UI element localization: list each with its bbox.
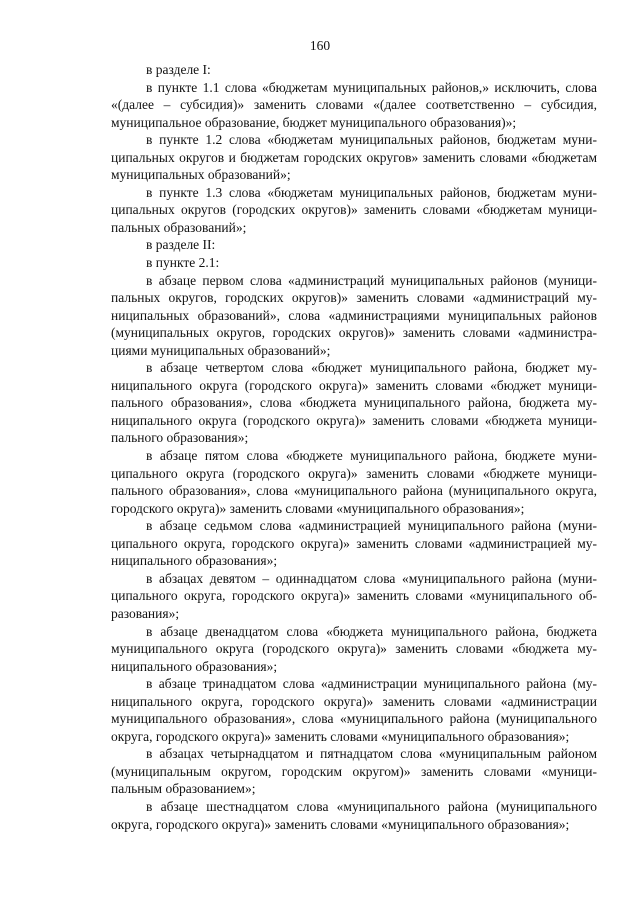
document-body [111,61,597,833]
paragraph-abzac-4: в абзаце четвертом слова «бюджет муниципального района, бюджет муниципального округа (городского округа)» заменить словами «бюджет муниципального образования», слова «бюджета муниципального района, бюджета муниципального округа (городского округа)» заменить словами «бюджета муниципального образования»; [111,360,597,446]
paragraph-abzac-14-15: в абзацах четырнадцатом и пятнадцатом слова «муниципальным районом (муниципальным округом, городским округом)» заменить словами «муниципальным образованием»; [111,746,597,797]
paragraph-section-2-heading: в разделе II: [146,237,216,253]
paragraph-abzac-1: в абзаце первом слова «администраций муниципальных районов (муниципальных округов, городских округов)» заменить словами «администраций муниципальных образований», слова «администрациями муниципальных районов (муниципальных округов, городских округов)» заменить словами «администрациями муниципальных образований»; [111,272,597,358]
paragraph-item-1-3: в пункте 1.3 слова «бюджетам муниципальных районов, бюджетам муниципальных округов (городских округов)» заменить словами «бюджетам муниципальных образований»; [111,184,597,235]
paragraph-item-2-1-heading: в пункте 2.1: [146,255,220,271]
paragraph-abzac-12: в абзаце двенадцатом слова «бюджета муниципального района, бюджета муниципального округа (городского округа)» заменить словами «бюджета муниципального образования»; [111,623,597,674]
paragraph-abzac-7: в абзаце седьмом слова «администрацией муниципального района (муниципального округа, городского округа)» заменить словами «администрацией муниципального образования»; [111,518,597,569]
paragraph-abzac-13: в абзаце тринадцатом слова «администрации муниципального района (муниципального округа, городского округа)» заменить словами «администрации муниципального образования», слова «муниципального района (муниципального округа, городского округа)» заменить словами «муниципального образования»; [111,676,597,744]
paragraph-abzac-16: в абзаце шестнадцатом слова «муниципального района (муниципального округа, городского округа)» заменить словами «муниципального образования»; [111,798,597,832]
paragraph-section-1-heading: в разделе I: [146,62,211,77]
paragraph-abzac-9-11: в абзацах девятом – одиннадцатом слова «муниципального района (муниципального округа, городского округа)» заменить словами «муниципального образования»; [111,570,597,621]
page-number: 160 [309,38,331,53]
paragraph-item-1-1: в пункте 1.1 слова «бюджетам муниципальных районов,» исключить, слова «(далее – субсидия)» заменить словами «(далее соответственно – субсидия, муниципальное образование, бюджет муниципального образования)»; [111,79,597,130]
paragraph-abzac-5: в абзаце пятом слова «бюджете муниципального района, бюджете муниципального округа (городского округа)» заменить словами «бюджете муниципального образования», слова «муниципального района (муниципального округа, городского округа)» заменить словами «муниципального образования»; [111,448,597,516]
paragraph-item-1-2: в пункте 1.2 слова «бюджетам муниципальных районов, бюджетам муниципальных округов и бюджетам городских округов» заменить словами «бюджетам муниципальных образований»; [111,132,597,183]
